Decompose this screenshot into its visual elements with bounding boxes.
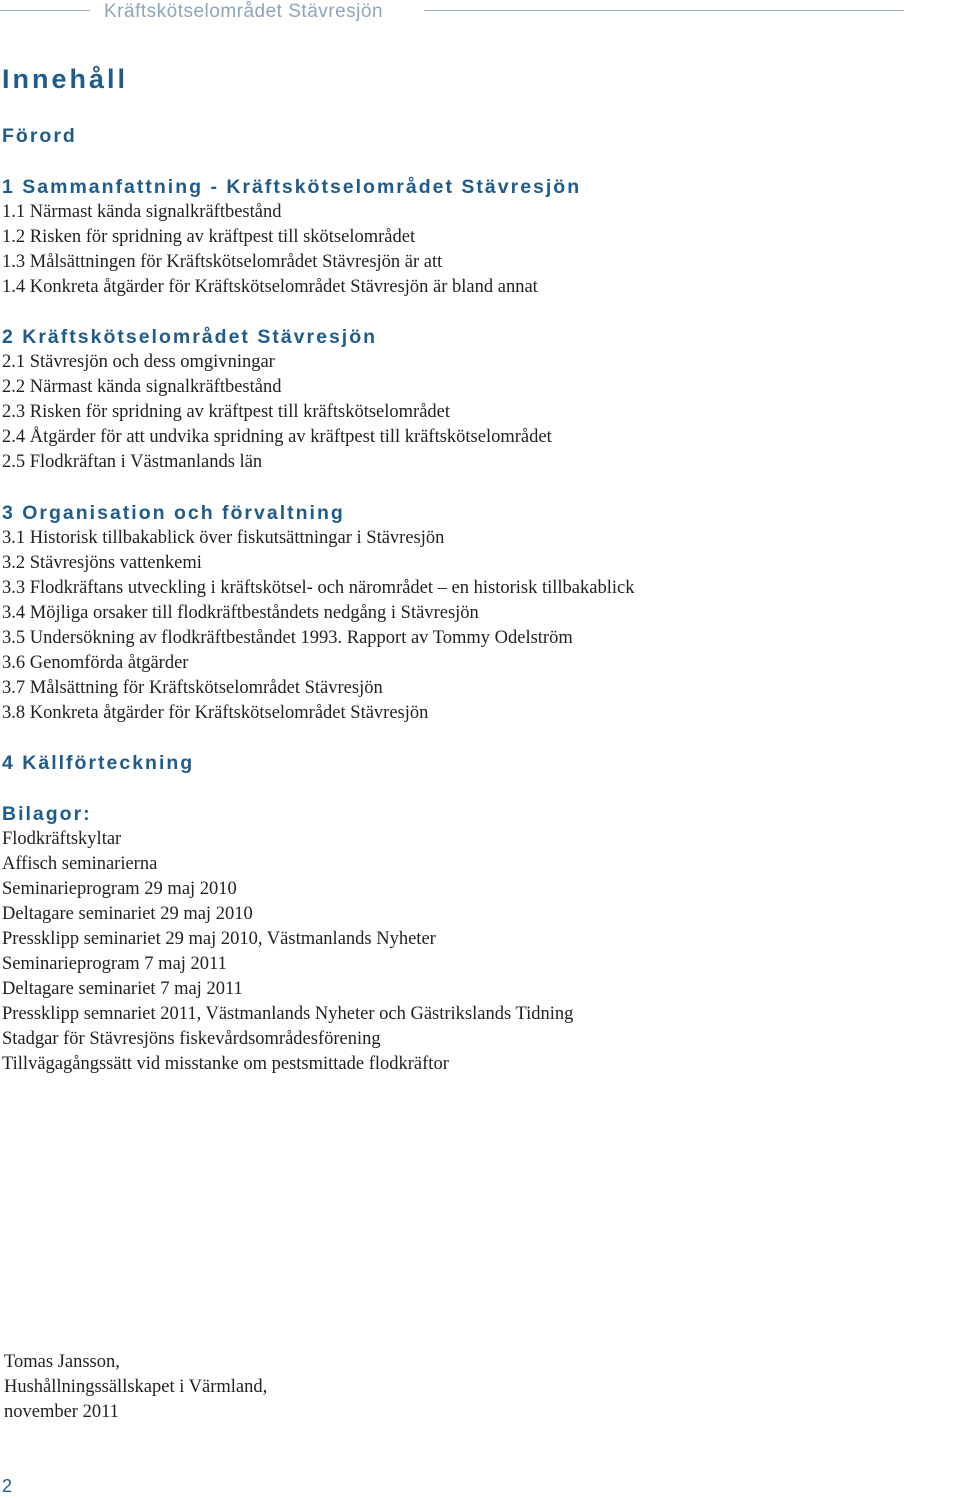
toc-entry[interactable]: 3.2 Stävresjöns vattenkemi — [2, 552, 202, 573]
section-gap — [2, 149, 942, 175]
toc-section-heading[interactable]: Bilagor: — [2, 802, 92, 825]
signature-line: Hushållningssällskapet i Värmland, — [4, 1377, 268, 1397]
toc-entry[interactable]: Tillvägagångssätt vid misstanke om pestsmittade flodkräftor — [2, 1053, 449, 1074]
running-header — [0, 0, 960, 24]
toc-section — [2, 325, 942, 475]
toc-entry[interactable]: 2.3 Risken för spridning av kräftpest till kräftskötselområdet — [2, 402, 451, 422]
section-gap — [2, 726, 942, 752]
header-rule-right — [424, 10, 904, 11]
toc-section-heading[interactable]: Förord — [2, 125, 77, 147]
toc-entry[interactable]: Pressklipp seminariet 29 maj 2010, Västmanlands Nyheter — [2, 928, 436, 949]
toc-entry[interactable]: Affisch seminarierna — [2, 853, 158, 874]
toc-entry[interactable]: Stadgar för Stävresjöns fiskevårdsområdesförening — [2, 1028, 381, 1049]
toc-entry[interactable]: 2.5 Flodkräftan i Västmanlands län — [2, 452, 263, 472]
toc-entry[interactable]: 2.4 Åtgärder för att undvika spridning av kräftpest till kräftskötselområdet — [2, 427, 552, 447]
toc-entry[interactable]: 2.2 Närmast kända signalkräftbestånd — [2, 377, 282, 397]
toc-entry[interactable]: 3.1 Historisk tillbakablick över fiskutsättningar i Stävresjön — [2, 527, 445, 548]
signature-block — [4, 1350, 267, 1425]
toc-section — [2, 124, 942, 149]
toc-entry[interactable]: 3.7 Målsättning för Kräftskötselområdet Stävresjön — [2, 677, 383, 698]
toc-section — [2, 751, 942, 776]
toc-section-heading[interactable]: 2 Kräftskötselområdet Stävresjön — [2, 326, 378, 348]
table-of-contents — [2, 124, 942, 1077]
section-gap — [2, 475, 942, 501]
toc-entry[interactable]: 3.6 Genomförda åtgärder — [2, 652, 189, 673]
toc-section-heading[interactable]: 3 Organisation och förvaltning — [2, 501, 345, 524]
toc-section — [2, 501, 942, 726]
toc-section — [2, 175, 942, 300]
signature-line: Tomas Jansson, — [4, 1352, 120, 1372]
toc-section — [2, 802, 942, 1077]
toc-entry[interactable]: Seminarieprogram 29 maj 2010 — [2, 878, 237, 899]
toc-entry[interactable]: Deltagare seminariet 7 maj 2011 — [2, 978, 243, 999]
toc-entry[interactable]: Seminarieprogram 7 maj 2011 — [2, 953, 227, 974]
page-number: 2 — [2, 1476, 13, 1496]
toc-entry[interactable]: 1.4 Konkreta åtgärder för Kräftskötselområdet Stävresjön är bland annat — [2, 276, 538, 297]
toc-section-heading[interactable]: 4 Källförteckning — [2, 752, 195, 774]
toc-entry[interactable]: 1.1 Närmast kända signalkräftbestånd — [2, 201, 282, 222]
header-title: Kräftskötselområdet Stävresjön — [104, 1, 384, 22]
toc-entry[interactable]: 3.4 Möjliga orsaker till flodkräftbeståndets nedgång i Stävresjön — [2, 602, 479, 623]
toc-entry[interactable]: Flodkräftskyltar — [2, 828, 122, 849]
toc-entry[interactable]: 2.1 Stävresjön och dess omgivningar — [2, 352, 275, 372]
toc-section-heading[interactable]: 1 Sammanfattning - Kräftskötselområdet Stävresjön — [2, 175, 582, 198]
toc-entry[interactable]: Deltagare seminariet 29 maj 2010 — [2, 903, 253, 924]
toc-entry[interactable]: 3.3 Flodkräftans utveckling i kräftskötsel- och närområdet – en historisk tillbakablick — [2, 577, 635, 598]
toc-entry[interactable]: 1.3 Målsättningen för Kräftskötselområdet Stävresjön är att — [2, 251, 443, 272]
section-gap — [2, 300, 942, 326]
toc-entry[interactable]: Pressklipp semnariet 2011, Västmanlands Nyheter och Gästrikslands Tidning — [2, 1003, 574, 1024]
toc-entry[interactable]: 3.8 Konkreta åtgärder för Kräftskötselområdet Stävresjön — [2, 702, 429, 723]
toc-entry[interactable]: 1.2 Risken för spridning av kräftpest till skötselområdet — [2, 226, 416, 247]
section-gap — [2, 776, 942, 802]
toc-title: Innehåll — [2, 64, 129, 94]
header-rule-left — [0, 10, 90, 11]
toc-entry[interactable]: 3.5 Undersökning av flodkräftbeståndet 1993. Rapport av Tommy Odelström — [2, 627, 573, 648]
signature-line: november 2011 — [4, 1402, 119, 1422]
